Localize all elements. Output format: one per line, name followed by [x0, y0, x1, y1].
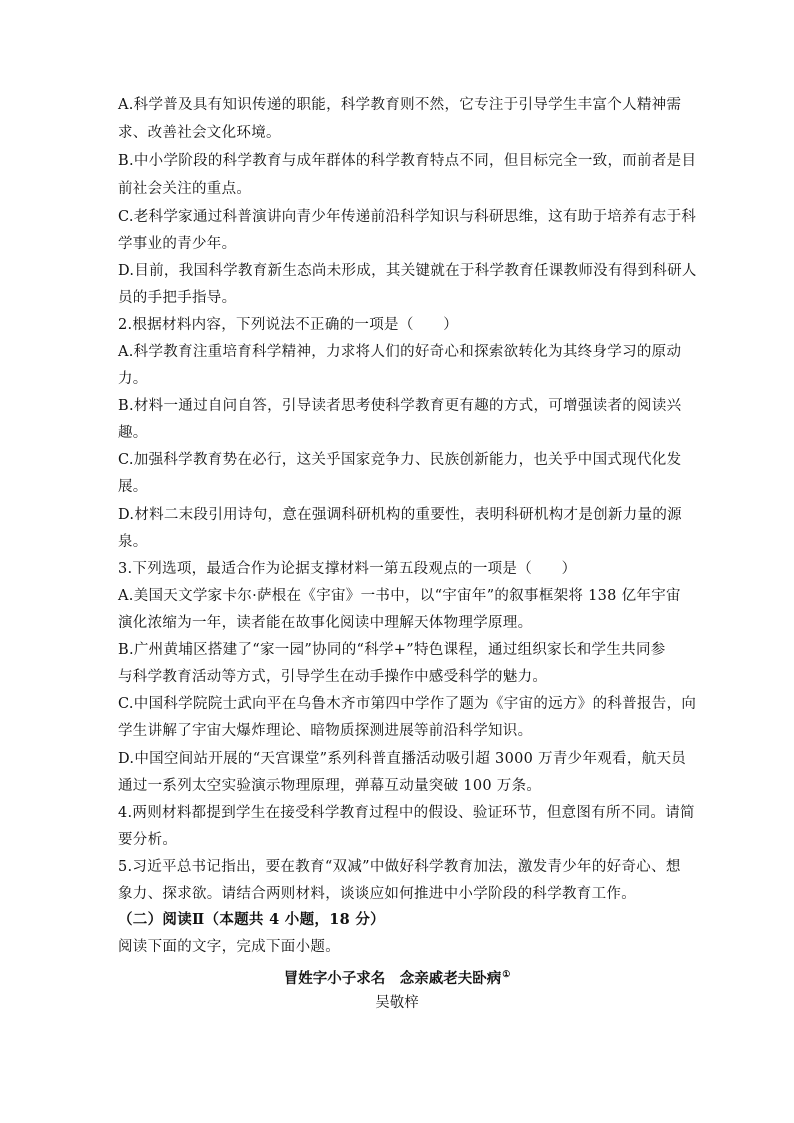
q2-option-a-line-1: A.科学教育注重培育科学精神，力求将人们的好奇心和探索欲转化为其终身学习的原动	[118, 344, 682, 360]
q2-stem: 2.根据材料内容，下列说法不正确的一项是（ ）	[118, 317, 459, 333]
q3-option-a-line-2: 演化浓缩为一年，读者能在故事化阅读中理解天体物理学原理。	[118, 615, 533, 631]
q4-line-1: 4.两则材料都提到学生在接受科学教育过程中的假设、验证环节，但意图有所不同。请简	[118, 805, 695, 821]
q2-option-d-line-1: D.材料二末段引用诗句，意在强调科研机构的重要性，表明科研机构才是创新力量的源	[118, 507, 682, 523]
q2-option-b-line-2: 趣。	[118, 425, 148, 441]
q5-line-1: 5.习近平总书记指出，要在教育“双减”中做好科学教育加法，激发青少年的好奇心、想	[118, 859, 681, 875]
section-heading: （二）阅读Ⅱ（本题共 4 小题，18 分）	[118, 911, 385, 928]
q5-line-2: 象力、探求欲。请结合两则材料，谈谈应如何推进中小学阶段的科学教育工作。	[118, 886, 636, 902]
q3-option-d-line-1: D.中国空间站开展的“天宫课堂”系列科普直播活动吸引超 3000 万青少年观看，航天员	[118, 751, 687, 767]
section-instruction: 阅读下面的文字，完成下面小题。	[118, 939, 340, 955]
q1-option-b-line-1: B.中小学阶段的科学教育与成年群体的科学教育特点不同，但目标完全一致，而前者是目	[118, 153, 697, 169]
q1-option-c-line-1: C.老科学家通过科普演讲向青少年传递前沿科学知识与科研思维，这有助于培养有志于科	[118, 209, 697, 225]
q1-option-b-line-2: 前社会关注的重点。	[118, 181, 252, 197]
q3-stem: 3.下列选项，最适合作为论据支撑材料一第五段观点的一项是（ ）	[118, 561, 577, 577]
q1-option-a-line-1: A.科学普及具有知识传递的职能，科学教育则不然，它专注于引导学生丰富个人精神需	[118, 97, 682, 113]
q2-option-d-line-2: 泉。	[118, 534, 148, 550]
q1-option-d-line-2: 员的手把手指导。	[118, 290, 237, 306]
q4-line-2: 要分析。	[118, 832, 178, 848]
q2-option-a-line-2: 力。	[118, 371, 148, 387]
article-title-footnote: ①	[502, 970, 511, 980]
article-author: 吴敬梓	[375, 995, 419, 1011]
q1-option-d-line-1: D.目前，我国科学教育新生态尚未形成，其关键就在于科学教育任课教师没有得到科研人	[118, 263, 697, 279]
q1-option-a-line-2: 求、改善社会文化环境。	[118, 125, 281, 141]
q3-option-d-line-2: 通过一系列太空实验演示物理原理，弹幕互动量突破 100 万条。	[118, 778, 542, 794]
q3-option-a-line-1: A.美国天文学家卡尔·萨根在《宇宙》一书中，以“宇宙年”的叙事框架将 138 亿年宇宙	[118, 588, 681, 604]
q3-option-c-line-1: C.中国科学院院士武向平在乌鲁木齐市第四中学作了题为《宇宙的远方》的科普报告，向	[118, 696, 697, 712]
article-title: 冒姓字小子求名 念亲戚老夫卧病	[283, 969, 502, 987]
q2-option-c-line-1: C.加强科学教育势在必行，这关乎国家竞争力、民族创新能力，也关乎中国式现代化发	[118, 452, 682, 468]
q2-option-c-line-2: 展。	[118, 479, 148, 495]
article-title-row	[0, 966, 794, 988]
q2-option-b-line-1: B.材料一通过自问自答，引导读者思考使科学教育更有趣的方式，可增强读者的阅读兴	[118, 398, 682, 414]
q1-option-c-line-2: 学事业的青少年。	[118, 236, 237, 252]
q3-option-c-line-2: 学生讲解了宇宙大爆炸理论、暗物质探测进展等前沿科学知识。	[118, 723, 533, 739]
q3-option-b-line-1: B.广州黄埔区搭建了“家一园”协同的“科学+”特色课程，通过组织家长和学生共同参	[118, 642, 666, 658]
q3-option-b-line-2: 与科学教育活动等方式，引导学生在动手操作中感受科学的魅力。	[118, 669, 548, 685]
